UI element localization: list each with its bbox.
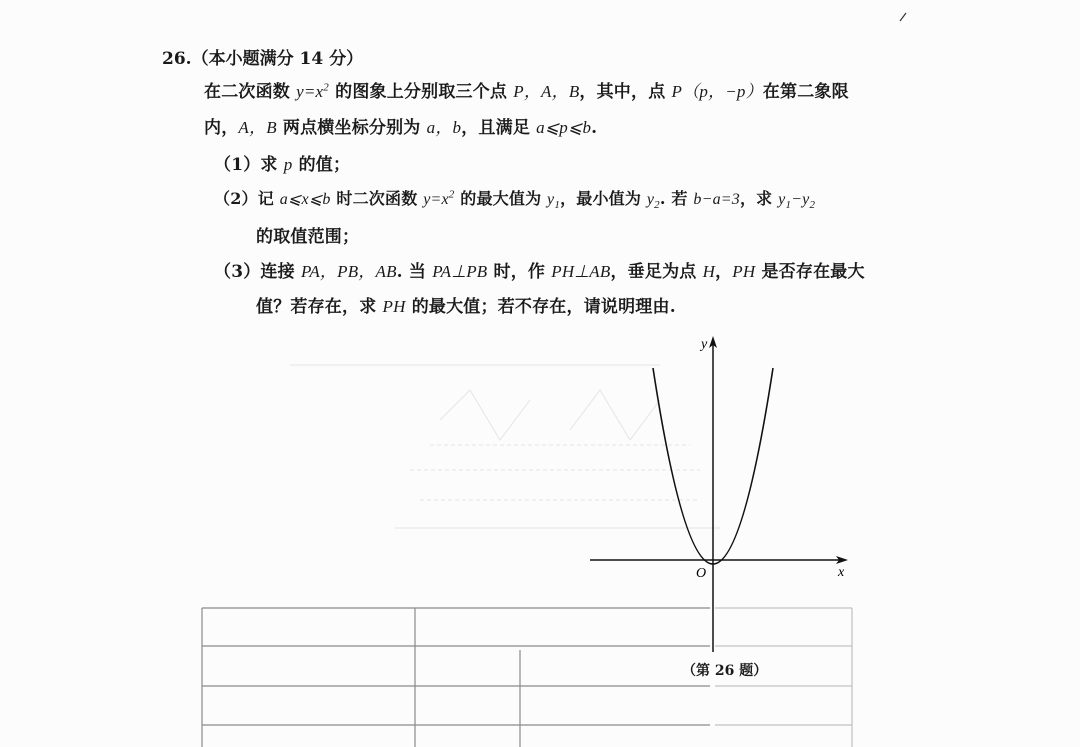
question-3-line-1 bbox=[214, 257, 865, 282]
question-3-line-2 bbox=[256, 292, 676, 317]
text: 时，作 bbox=[487, 262, 552, 282]
math-ph: PH bbox=[732, 262, 756, 281]
text: ，求 bbox=[739, 189, 779, 208]
math-diff: y bbox=[778, 191, 786, 208]
text: 两点横坐标分别为 bbox=[276, 118, 427, 138]
math-sub: 2 bbox=[809, 199, 816, 212]
math-cond: b−a=3 bbox=[693, 191, 740, 208]
text: . bbox=[591, 118, 598, 138]
math-range: a⩽x⩽b bbox=[279, 191, 331, 208]
pen-mark bbox=[898, 12, 908, 22]
text: ，最小值为 bbox=[560, 189, 647, 208]
math-ph: PH⊥AB bbox=[551, 262, 611, 281]
question-1 bbox=[214, 150, 350, 175]
x-axis-label: x bbox=[838, 565, 845, 580]
math-h: H bbox=[702, 262, 716, 281]
text: （2）记 bbox=[214, 189, 280, 208]
math-func: y=x bbox=[423, 191, 449, 208]
question-2-line-2 bbox=[256, 222, 359, 247]
math-segs: PA，PB，AB bbox=[300, 262, 397, 281]
math-exp: 2 bbox=[448, 188, 455, 201]
math-y1: y bbox=[547, 191, 555, 208]
text: 的图象上分别取三个点 bbox=[329, 82, 514, 102]
text: ， bbox=[715, 262, 733, 282]
text: 在二次函数 bbox=[204, 82, 297, 102]
text: 的最大值；若不存在，请说明理由. bbox=[405, 297, 676, 317]
math-point-p: P（p，−p） bbox=[671, 82, 763, 101]
math-points: P，A，B bbox=[513, 82, 580, 101]
math-sub: 1 bbox=[554, 199, 561, 212]
math-ineq: a⩽p⩽b bbox=[536, 118, 592, 137]
math-var: p bbox=[283, 155, 293, 174]
text: 在第二象限 bbox=[762, 82, 849, 102]
math-y2: y bbox=[646, 191, 655, 208]
text: ，其中，点 bbox=[579, 82, 672, 102]
text: 的最大值为 bbox=[454, 189, 548, 208]
y-axis-label: y bbox=[701, 337, 708, 352]
text: . 若 bbox=[659, 189, 694, 208]
math-sub: 1 bbox=[785, 199, 792, 212]
problem-header bbox=[162, 44, 363, 69]
math-vars: a，b bbox=[426, 118, 462, 137]
text: 时二次函数 bbox=[330, 189, 424, 208]
math-diff: −y bbox=[791, 191, 810, 208]
text: 的取值范围； bbox=[256, 227, 360, 247]
text: 是否存在最大 bbox=[755, 262, 865, 282]
origin-label: O bbox=[696, 566, 707, 581]
text: 内， bbox=[204, 118, 239, 138]
text: 的值； bbox=[292, 155, 351, 175]
math-exp: 2 bbox=[323, 81, 329, 94]
problem-points: （本小题满分 14 分） bbox=[191, 49, 364, 69]
parabola-figure bbox=[580, 330, 860, 690]
text: （1）求 bbox=[214, 155, 284, 175]
math-func: y=x bbox=[296, 82, 324, 101]
math-ph: PH bbox=[382, 297, 406, 316]
text: . 当 bbox=[396, 262, 433, 282]
question-2-line-1 bbox=[214, 186, 815, 211]
text: ，且满足 bbox=[461, 118, 537, 138]
text: （3）连接 bbox=[214, 262, 301, 282]
math-perp: PA⊥PB bbox=[432, 262, 488, 281]
math-ab: A，B bbox=[238, 118, 277, 137]
math-sub: 2 bbox=[654, 199, 660, 212]
intro-line-1 bbox=[204, 77, 849, 102]
text: 值？若存在，求 bbox=[256, 297, 383, 317]
problem-number: 26. bbox=[162, 49, 192, 69]
intro-line-2 bbox=[204, 113, 597, 138]
figure-caption: （第 26 题） bbox=[682, 663, 768, 679]
text: ，垂足为点 bbox=[610, 262, 703, 282]
